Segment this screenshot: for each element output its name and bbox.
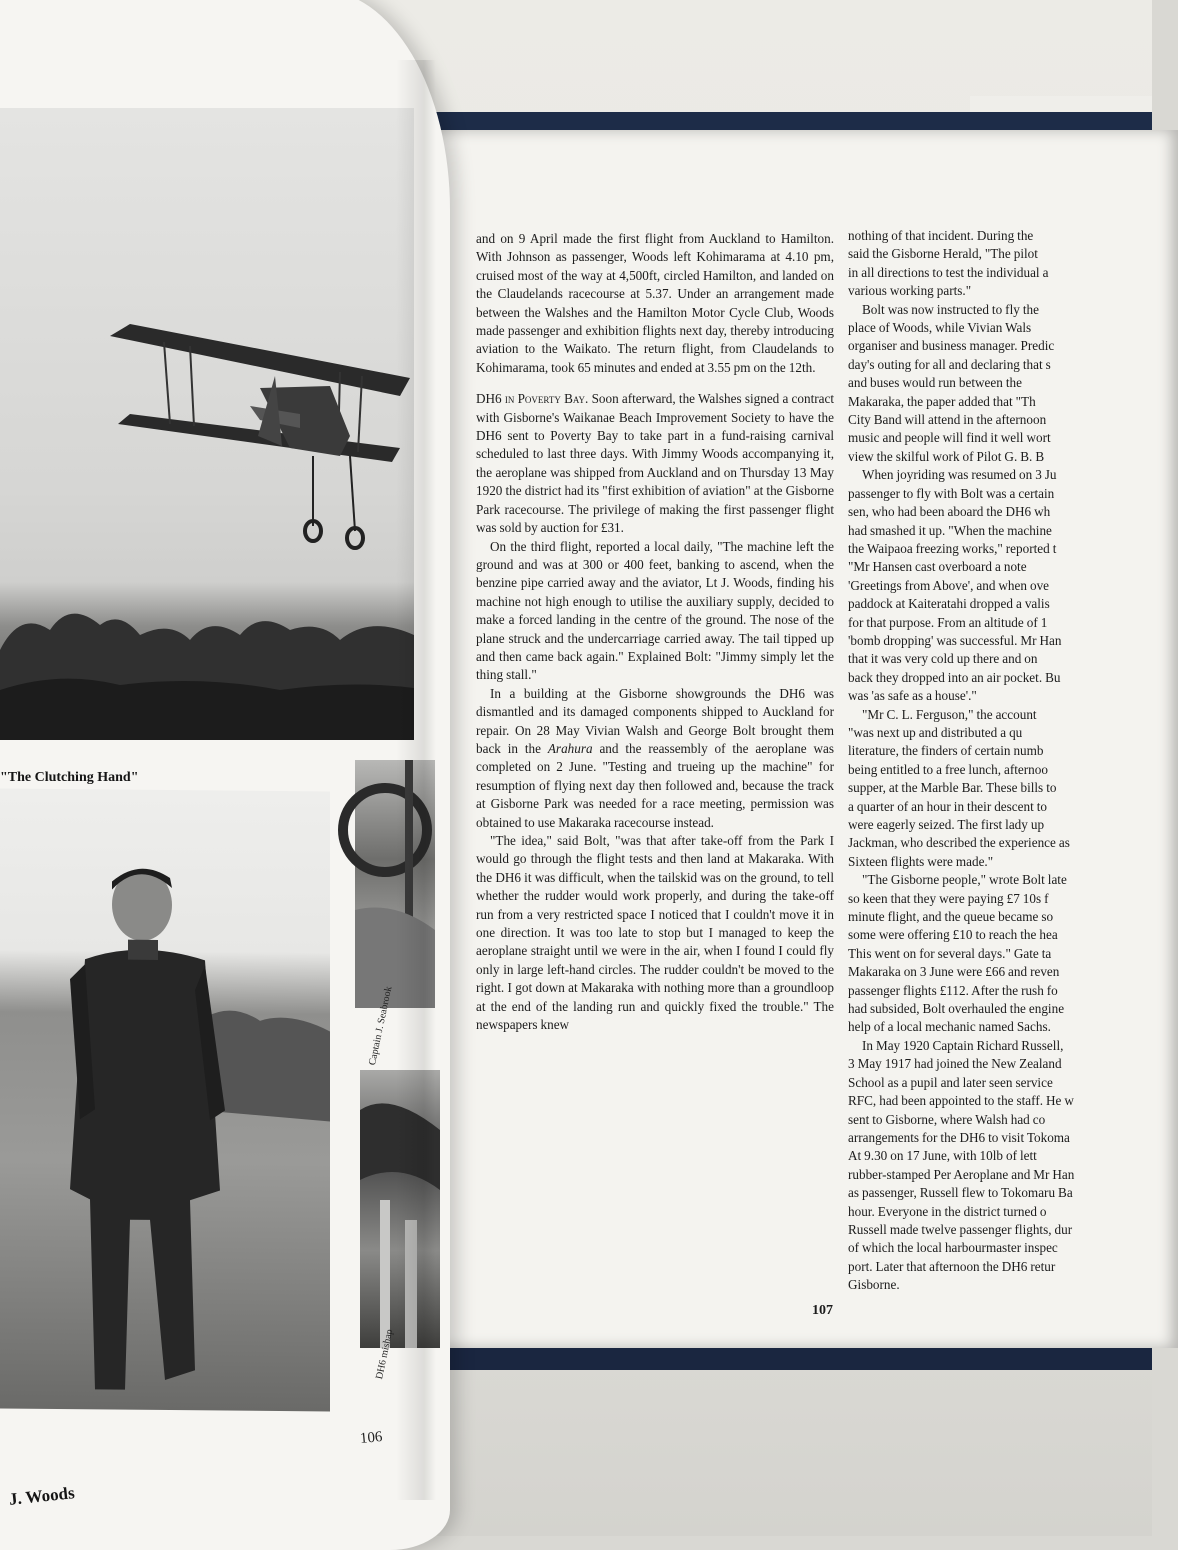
biplane-silhouette	[100, 316, 420, 606]
text-line: Jackman, who described the experience as	[848, 835, 1070, 851]
text-line: "The Gisborne people," wrote Bolt late	[862, 872, 1067, 888]
text-line: At 9.30 on 17 June, with 10lb of lett	[848, 1148, 1037, 1164]
text-line: that it was very cold up there and on	[848, 651, 1038, 667]
caption-clutching-hand: "The Clutching Hand"	[0, 770, 139, 785]
text-line: day's outing for all and declaring that s	[848, 356, 1051, 372]
text-line: organiser and business manager. Predic	[848, 338, 1055, 354]
text-line: had smashed it up. "When the machine	[848, 522, 1052, 538]
text-line: music and people will find it well wort	[848, 430, 1051, 446]
text-line: of which the local harbourmaster inspec	[848, 1240, 1058, 1256]
text-line: being entitled to a free lunch, afternoo	[848, 761, 1048, 777]
text-line: In May 1920 Captain Richard Russell,	[862, 1037, 1064, 1053]
text-line: and buses would run between the	[848, 375, 1022, 391]
page-number-left: 106	[359, 1429, 384, 1447]
text-line: School as a pupil and later seen service	[848, 1074, 1053, 1090]
text-line: minute flight, and the queue became so	[848, 909, 1054, 925]
text-column-1	[476, 230, 834, 1034]
text-line: place of Woods, while Vivian Wals	[848, 320, 1032, 336]
portrait-figure	[0, 789, 330, 1412]
paragraph: and on 9 April made the first flight from Auckland to Hamilton. With Johnson as passenger, Woods left Kohimarama at 4.10 pm, cruised most of the way at 4,500ft, circled Hamilton, and landed on the Claudelands racecourse at 5.37. Under an arrangement made between the Walshes and the Hamilton Motor Cycle Club, Woods made passenger and exhibition flights next day, thereby introducing aviation to the Waikato. The return flight, from Claudelands to Kohimarama, took 65 minutes and ended at 3.55 pm on the 12th.	[476, 231, 834, 375]
text-line: 'Greetings from Above', and when ove	[848, 577, 1050, 593]
text-line: arrangements for the DH6 to visit Tokoma	[848, 1129, 1070, 1145]
text-line: in all directions to test the individual a	[848, 264, 1049, 280]
text-line: so keen that they were paying £7 10s f	[848, 890, 1049, 906]
text-line: Gisborne.	[848, 1277, 900, 1293]
page-number-right: 107	[812, 1303, 833, 1318]
section-heading: DH6 in Poverty Bay.	[476, 391, 589, 407]
text-line: port. Later that afternoon the DH6 retur	[848, 1258, 1056, 1274]
paragraph-poverty-bay: DH6 in Poverty Bay. Soon afterward, the Walshes signed a contract with Gisborne's Waikanae Beach Improvement Society to have the DH6 sent to Poverty Bay to take part in a fund-raising carnival scheduled to last three days. With Jimmy Woods accompanying it, the aeroplane was shipped from Auckland and on Thursday 13 May 1920 the district had its "first exhibition of aviation" at the Gisborne Park racecourse. The privilege of making the first passenger flight was sold by auction for £31.	[476, 391, 835, 536]
text-line: supper, at the Marble Bar. These bills to	[848, 780, 1057, 796]
text-line: rubber-stamped Per Aeroplane and Mr Han	[848, 1166, 1075, 1182]
paragraph: "The idea," said Bolt, "was that after take-off from the Park I would go through the flight tests and then land at Makaraka. With the DH6 it was difficult, when the tailskid was on the ground, to tell whether the rudder would work properly, and during the take-off run from a very restricted space I noticed that I couldn't move it in one direction. It was too late to stop but I managed to keep the aeroplane straight until we were in the air, when I found I could fly only in large left-hand circles. The rudder couldn't be moved to the right. I got down at Makaraka with nothing more than a groundloop at the end of the landing run and quickly fixed the trouble." The newspapers knew	[476, 833, 834, 1033]
text-line: back they dropped into an air pocket. Bu	[848, 669, 1061, 685]
caption-dh6-mishap: DH6 mishap	[374, 1328, 396, 1381]
photo-biplane	[0, 108, 414, 740]
text-line: When joyriding was resumed on 3 Ju	[862, 467, 1057, 483]
text-line: a quarter of an hour in their descent to	[848, 798, 1047, 814]
text-line: help of a local mechanic named Sachs.	[848, 1019, 1051, 1035]
text-line: passenger flights £112. After the rush fo	[848, 982, 1058, 998]
text-line: "was next up and distributed a qu	[848, 724, 1023, 740]
text-line: sen, who had been aboard the DH6 wh	[848, 504, 1051, 520]
text-line: "Mr Hansen cast overboard a note	[848, 559, 1027, 575]
text-line: Russell made twelve passenger flights, dur	[848, 1221, 1073, 1237]
text-line: view the skilful work of Pilot G. B. B	[848, 448, 1045, 464]
text-line: 3 May 1917 had joined the New Zealand	[848, 1056, 1062, 1072]
caption-seabrook: Captain J. Seabrook	[367, 985, 395, 1067]
gutter-shadow	[396, 60, 436, 1500]
text-line: the Waipaoa freezing works," reported t	[848, 540, 1057, 556]
text-line: had subsided, Bolt overhauled the engine	[848, 1001, 1065, 1017]
text-line: paddock at Kaiteratahi dropped a valis	[848, 596, 1050, 612]
paragraph: On the third flight, reported a local daily, "The machine left the ground and was at 300 or 400 feet, banking to ascend, when the benzine pipe carried away and the aviator, Lt J. Woods, finding his machine not high enough to utilise the auxiliary supply, decided to make a forced landing in the centre of the ground. The nose of the plane struck and the undercarriage carried away. The tail tipped up and then came back again." Explained Bolt: "Jimmy simply let the thing stall."	[476, 538, 834, 683]
text-line: as passenger, Russell flew to Tokomaru Ba	[848, 1185, 1073, 1201]
text-line: RFC, had been appointed to the staff. He w	[848, 1093, 1074, 1109]
text-line: various working parts."	[848, 283, 972, 299]
text-column-2	[848, 227, 1152, 1293]
text-line: for that purpose. From an altitude of 1	[848, 614, 1048, 630]
text-line: passenger to fly with Bolt was a certain	[848, 485, 1055, 501]
text-line: said the Gisborne Herald, "The pilot	[848, 246, 1038, 262]
text-line: sent to Gisborne, where Walsh had co	[848, 1111, 1046, 1127]
text-line: City Band will attend in the afternoon	[848, 412, 1047, 428]
text-line: nothing of that incident. During the	[848, 228, 1034, 243]
paragraph-arahura: In a building at the Gisborne showgrounds the DH6 was dismantled and its damaged components shipped to Auckland for repair. On 28 May Vivian Walsh and George Bolt brought them back in the Arahura and the reassembly of the aeroplane was completed on 2 June. "Testing and trueing up the machine" for resumption of flying next day then followed and, because the track at Gisborne Park was needed for a race meeting, permission was obtained to use Makaraka racecourse instead.	[476, 685, 834, 830]
text-line: hour. Everyone in the district turned o	[848, 1203, 1047, 1219]
text-line: 'bomb dropping' was successful. Mr Han	[848, 632, 1062, 648]
photo-j-woods	[0, 789, 330, 1412]
text-line: This went on for several days." Gate ta	[848, 945, 1052, 961]
tree-line	[0, 590, 414, 740]
text-line: "Mr C. L. Ferguson," the account	[862, 706, 1037, 722]
text-line: some were offering £10 to reach the hea	[848, 927, 1058, 943]
text-line: were eagerly seized. The first lady up	[848, 817, 1045, 832]
text-line: Bolt was now instructed to fly the	[862, 301, 1039, 317]
text-line: Makaraka, the paper added that "Th	[848, 393, 1036, 409]
ship-name: Arahura	[547, 740, 593, 756]
text-line: Sixteen flights were made."	[848, 853, 994, 869]
text-line: Makaraka on 3 June were £66 and reven	[848, 964, 1060, 980]
text-line: was 'as safe as a house'."	[848, 688, 977, 704]
text-line: literature, the finders of certain numb	[848, 743, 1044, 759]
caption-j-woods: J. Woods	[8, 1483, 76, 1509]
